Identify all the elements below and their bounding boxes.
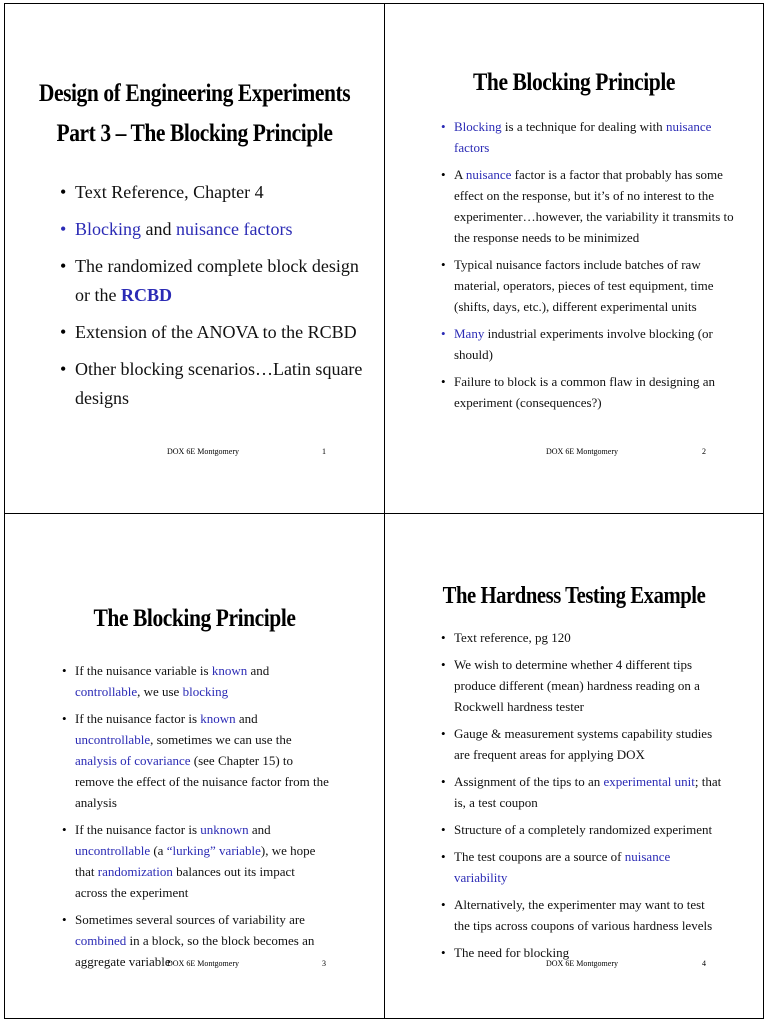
slide-3-bullet-3 <box>75 819 329 903</box>
bullet-text: Alternatively, the experimenter may want to test the tips across coupons of various hardness levels <box>454 897 713 933</box>
slide-1-title <box>32 74 358 154</box>
slide-2-bullet-5 <box>454 371 744 413</box>
highlight-text: known <box>211 663 248 678</box>
slide-1-page-number: 1 <box>322 447 326 456</box>
slide-4-page-number: 4 <box>702 959 706 968</box>
highlight-text: nuisance factors <box>454 119 712 155</box>
slide-3-title: The Blocking Principle <box>93 605 296 632</box>
slide-4-bullet-1 <box>454 627 722 648</box>
slide-4-bullet-4 <box>454 771 722 813</box>
slide-1-bullet-3 <box>75 252 365 310</box>
bullet-text: (a <box>150 843 167 858</box>
bullet-text: , we use <box>137 684 183 699</box>
slide-2-bullet-list <box>454 116 744 419</box>
bullet-text: If the nuisance variable is <box>75 663 212 678</box>
bullet-text: Assignment of the tips to an <box>454 774 604 789</box>
slide-3-bullet-1 <box>75 660 329 702</box>
slide-4-bullet-7 <box>454 894 722 936</box>
bullet-text: Gauge & measurement systems capability studies are frequent areas for applying DOX <box>454 726 713 762</box>
slide-4-bullet-list <box>454 627 722 969</box>
slide-4-bullet-3 <box>454 723 722 765</box>
bullet-text: is a technique for dealing with <box>501 119 666 134</box>
highlight-text: analysis of covariance <box>75 753 191 768</box>
bullet-text: Failure to block is a common flaw in designing an experiment (consequences?) <box>454 374 716 410</box>
slide-2-footer: DOX 6E Montgomery <box>546 447 618 456</box>
bullet-text: and <box>141 219 176 239</box>
bullet-text: Structure of a completely randomized experiment <box>454 822 713 837</box>
bullet-text: Text Reference, Chapter 4 <box>75 182 264 202</box>
highlight-text: controllable <box>75 684 138 699</box>
slide-4-footer: DOX 6E Montgomery <box>546 959 618 968</box>
slide-1-bullet-list <box>75 178 365 421</box>
highlight-text: combined <box>75 933 127 948</box>
bullet-text: The test coupons are a source of <box>454 849 625 864</box>
bullet-text: A <box>454 167 466 182</box>
slide-2-bullet-1 <box>454 116 744 158</box>
bullet-text: , sometimes we can use the <box>150 732 292 747</box>
slide-3 <box>4 513 384 1019</box>
bullet-text: and <box>235 711 258 726</box>
highlight-text: nuisance factors <box>176 219 293 239</box>
bullet-text: balances out its impact across the experiment <box>75 864 295 900</box>
slide-4-bullet-6 <box>454 846 722 888</box>
highlight-text: unknown <box>200 822 249 837</box>
slide-2-page-number: 2 <box>702 447 706 456</box>
highlight-text: RCBD <box>120 285 172 305</box>
bullet-text: The randomized complete block design or the <box>75 256 359 305</box>
highlight-text: randomization <box>97 864 173 879</box>
slide-2-title: The Blocking Principle <box>473 69 675 96</box>
highlight-text: uncontrollable <box>75 732 151 747</box>
bullet-text: factor is a factor that probably has some effect on the response, but it’s of no interest to the experimenter…however, the variability it transmits to the response needs to be minimized <box>454 167 734 245</box>
bullet-text: Text reference, pg 120 <box>454 630 571 645</box>
highlight-text: experimental unit <box>603 774 695 789</box>
slide-4-title: The Hardness Testing Example <box>442 583 706 609</box>
highlight-text: Many <box>454 326 485 341</box>
highlight-text: uncontrollable <box>75 843 151 858</box>
slide-4-bullet-2 <box>454 654 722 717</box>
slide-2-bullet-2 <box>454 164 744 248</box>
highlight-text: known <box>200 711 236 726</box>
slide-2-bullet-4 <box>454 323 744 365</box>
highlight-text: Blocking <box>75 219 141 239</box>
slide-4 <box>384 513 764 1019</box>
slide-3-bullet-list <box>75 660 329 978</box>
bullet-text: (see Chapter 15) to remove the effect of the nuisance factor from the analysis <box>75 753 329 810</box>
highlight-text: nuisance variability <box>454 849 671 885</box>
bullet-text: ), we hope that <box>75 843 316 879</box>
bullet-text: If the nuisance factor is <box>75 711 201 726</box>
slide-1-footer: DOX 6E Montgomery <box>167 447 239 456</box>
slide-2-bullet-3 <box>454 254 744 317</box>
slide-1-bullet-5 <box>75 355 365 413</box>
bullet-text: in a block, so the block becomes an aggregate variable <box>75 933 315 969</box>
slide-3-footer: DOX 6E Montgomery <box>167 959 239 968</box>
bullet-text: The need for blocking <box>454 945 570 960</box>
bullet-text: Other blocking scenarios…Latin square designs <box>75 359 363 408</box>
slide-1-title-line-2: Part 3 – The Blocking Principle <box>56 120 333 147</box>
slide-1-bullet-1 <box>75 178 365 207</box>
bullet-text: Typical nuisance factors include batches of raw material, operators, pieces of test equipment, time (shifts, days, etc.), different experimental units <box>454 257 714 314</box>
bullet-text: and <box>248 822 271 837</box>
bullet-text: If the nuisance factor is <box>75 822 201 837</box>
bullet-text: Extension of the ANOVA to the RCBD <box>75 322 357 342</box>
slide-1-title-line-1: Design of Engineering Experiments <box>38 80 351 107</box>
bullet-text: ; that is, a test coupon <box>454 774 722 810</box>
slide-4-bullet-5 <box>454 819 722 840</box>
bullet-text: Sometimes several sources of variability are <box>75 912 305 927</box>
slide-1 <box>4 3 384 514</box>
highlight-text: “lurking” variable <box>166 843 261 858</box>
bullet-text: We wish to determine whether 4 different tips produce different (mean) hardness reading on a Rockwell hardness tester <box>454 657 700 714</box>
slide-1-bullet-4 <box>75 318 365 347</box>
highlight-text: Blocking <box>454 119 502 134</box>
slide-1-bullet-2 <box>75 215 365 244</box>
slide-3-bullet-2 <box>75 708 329 813</box>
slide-3-page-number: 3 <box>322 959 326 968</box>
highlight-text: blocking <box>182 684 229 699</box>
slide-2 <box>384 3 764 514</box>
highlight-text: nuisance <box>465 167 512 182</box>
bullet-text: and <box>247 663 270 678</box>
bullet-text: industrial experiments involve blocking (or should) <box>454 326 713 362</box>
